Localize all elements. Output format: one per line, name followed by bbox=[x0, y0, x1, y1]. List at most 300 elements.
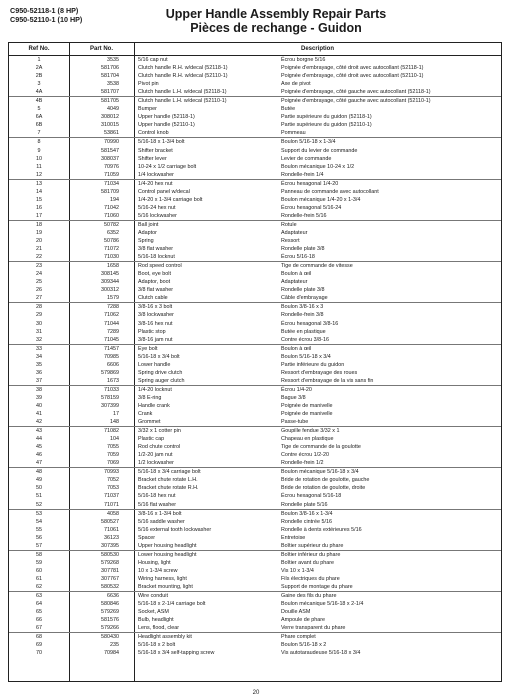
ref-cell: 59 bbox=[36, 559, 42, 566]
ref-cell: 54 bbox=[36, 518, 42, 525]
table-row bbox=[9, 459, 501, 467]
table-row bbox=[9, 56, 501, 64]
table-row bbox=[9, 129, 501, 137]
part-number-cell: 70990 bbox=[104, 139, 119, 146]
french-description-cell: Verre transparent du phare bbox=[281, 625, 346, 632]
ref-cell: 26 bbox=[36, 287, 42, 294]
table-row bbox=[9, 608, 501, 616]
ref-cell: 6B bbox=[35, 122, 43, 129]
table-row bbox=[9, 72, 501, 80]
part-number-cell: 1673 bbox=[107, 377, 119, 384]
ref-cell: 53 bbox=[36, 510, 42, 517]
table-row bbox=[9, 418, 501, 426]
french-description-cell: Boulon mécanique 10-24 x 1/2 bbox=[281, 163, 355, 170]
table-row bbox=[9, 451, 501, 459]
description-cell: 5/16 lockwasher bbox=[138, 212, 177, 219]
ref-cell: 8 bbox=[37, 139, 41, 146]
table-row bbox=[9, 468, 501, 476]
ref-cell: 2A bbox=[35, 65, 43, 72]
table-row bbox=[9, 88, 501, 96]
description-cell: 5/16-18 x 3/4 carriage bolt bbox=[138, 469, 201, 476]
table-row bbox=[9, 435, 501, 443]
ref-cell: 25 bbox=[36, 279, 42, 286]
part-number-cell: 71042 bbox=[104, 204, 119, 211]
ref-cell: 61 bbox=[36, 575, 42, 582]
french-description-cell: Boîtier inférieur du phare bbox=[281, 551, 341, 558]
model-8hp: C950-52118-1 (8 HP) bbox=[10, 6, 79, 15]
table-row bbox=[9, 386, 501, 394]
table-row bbox=[9, 361, 501, 369]
ref-cell: 19 bbox=[36, 229, 42, 236]
ref-cell: 63 bbox=[36, 593, 42, 600]
french-description-cell: Pommeau bbox=[281, 130, 306, 137]
french-description-cell: Boulon 5/16-18 x 3/4 bbox=[281, 353, 331, 360]
description-cell: Housing, light bbox=[138, 559, 171, 566]
part-number-cell: 70984 bbox=[104, 650, 119, 657]
ref-cell: 69 bbox=[36, 642, 42, 649]
description-cell: Grommet bbox=[138, 419, 161, 426]
page-title bbox=[0, 7, 512, 35]
description-cell: 3/8-16 x 1-3/4 bolt bbox=[138, 510, 182, 517]
french-description-cell: Écrou borgne 5/16 bbox=[281, 57, 326, 63]
ref-cell: 35 bbox=[36, 361, 42, 368]
description-cell: Bracket chute rotate R.H. bbox=[138, 485, 199, 492]
table-row bbox=[9, 270, 501, 278]
french-description-cell: Écrou hexagonal 3/8-16 bbox=[281, 320, 339, 327]
description-cell: 5/16 saddle washer bbox=[138, 518, 185, 525]
ref-cell: 67 bbox=[36, 625, 42, 632]
part-number-cell: 71037 bbox=[104, 493, 119, 500]
table-row bbox=[9, 427, 501, 435]
part-number-cell: 71059 bbox=[104, 171, 119, 178]
part-number-cell: 50786 bbox=[104, 238, 119, 245]
ref-cell: 57 bbox=[36, 542, 42, 549]
description-cell: 3/8-16 x 3 bolt bbox=[138, 304, 173, 311]
french-description-cell: Rondelle-frein 1/2 bbox=[281, 460, 324, 467]
part-number-cell: 307781 bbox=[101, 567, 119, 574]
french-description-cell: Écrou hexagonal 5/16-18 bbox=[281, 493, 342, 500]
ref-cell: 24 bbox=[36, 271, 42, 278]
table-row bbox=[9, 262, 501, 270]
french-description-cell: Levier de commande bbox=[281, 155, 332, 162]
ref-cell: 65 bbox=[36, 609, 42, 616]
table-row bbox=[9, 212, 501, 220]
french-description-cell: Butée bbox=[281, 106, 296, 113]
table-body bbox=[9, 56, 501, 657]
ref-cell: 18 bbox=[36, 221, 42, 228]
ref-cell: 7 bbox=[37, 130, 41, 137]
french-description-cell: Boulon 5/16-18 x 1-3/4 bbox=[281, 139, 336, 146]
part-number-cell: 6636 bbox=[107, 593, 119, 600]
part-number-cell: 7288 bbox=[107, 304, 119, 311]
description-cell: Ball joint bbox=[138, 221, 159, 228]
ref-cell: 11 bbox=[36, 163, 42, 170]
description-cell: 1/4 lockwasher bbox=[138, 171, 174, 178]
description-cell: 3/8 E-ring bbox=[138, 394, 162, 401]
ref-cell: 42 bbox=[36, 419, 42, 426]
part-number-cell: 71060 bbox=[104, 212, 119, 219]
table-row bbox=[9, 559, 501, 567]
ref-cell: 47 bbox=[36, 460, 42, 467]
description-cell: Upper housing headlight bbox=[138, 542, 197, 549]
table-row bbox=[9, 600, 501, 608]
table-row bbox=[9, 237, 501, 245]
part-number-cell: 70976 bbox=[104, 163, 119, 170]
table-row bbox=[9, 492, 501, 500]
part-number-cell: 307395 bbox=[101, 542, 119, 549]
french-description-cell: Écrou hexagonal 1/4-20 bbox=[281, 180, 339, 187]
part-number-cell: 7059 bbox=[107, 452, 119, 459]
ref-cell: 17 bbox=[36, 212, 42, 219]
french-description-cell: Bague 3/8 bbox=[281, 394, 306, 401]
table-row bbox=[9, 443, 501, 451]
french-description-cell: Partie supérieure du guidon (52110-1) bbox=[281, 122, 372, 129]
table-row bbox=[9, 649, 501, 657]
description-cell: 1/2 lockwasher bbox=[138, 460, 174, 467]
part-number-cell: 309344 bbox=[101, 279, 119, 286]
table-row bbox=[9, 278, 501, 286]
part-number-cell: 7289 bbox=[107, 328, 119, 335]
description-cell: Clutch handle L.H. w/decal (52110-1) bbox=[138, 98, 227, 105]
ref-cell: 9 bbox=[37, 147, 41, 154]
french-description-cell: Rondelle plate 3/8 bbox=[281, 287, 325, 294]
ref-cell: 3 bbox=[37, 81, 41, 88]
ref-cell: 44 bbox=[36, 436, 42, 443]
table-row bbox=[9, 402, 501, 410]
table-row bbox=[9, 624, 501, 632]
description-cell: Adaptor, boot bbox=[138, 279, 171, 286]
table-row bbox=[9, 155, 501, 163]
ref-cell: 50 bbox=[36, 485, 42, 492]
ref-cell: 41 bbox=[36, 411, 42, 418]
table-row bbox=[9, 320, 501, 328]
french-description-cell: Phare complet bbox=[281, 634, 316, 641]
ref-cell: 66 bbox=[36, 617, 42, 624]
french-description-cell: Ampoule de phare bbox=[281, 617, 326, 624]
part-number-cell: 581707 bbox=[101, 89, 119, 96]
description-cell: 5/16-18 x 3/4 self-tapping screw bbox=[138, 650, 215, 657]
part-number-cell: 235 bbox=[110, 642, 119, 649]
ref-cell: 1 bbox=[37, 57, 41, 63]
part-number-cell: 580532 bbox=[101, 584, 119, 590]
ref-cell: 27 bbox=[36, 295, 42, 302]
table-row bbox=[9, 369, 501, 377]
french-description-cell: Boîtier avant du phare bbox=[281, 559, 335, 566]
ref-cell: 51 bbox=[36, 493, 42, 500]
description-cell: Crank bbox=[138, 411, 153, 418]
part-number-cell: 580527 bbox=[101, 518, 119, 525]
description-cell: Clutch cable bbox=[138, 295, 168, 302]
french-description-cell: Boulon mécanique 5/16-18 x 3/4 bbox=[281, 469, 359, 476]
french-description-cell: Adaptateur bbox=[281, 279, 308, 286]
description-cell: Shifter lever bbox=[138, 155, 167, 162]
table-row bbox=[9, 542, 501, 550]
description-cell: 5/16-24 hex nut bbox=[138, 204, 176, 211]
part-number-cell: 70985 bbox=[104, 353, 119, 360]
ref-cell: 23 bbox=[36, 263, 42, 270]
french-description-cell: Poignée d'embrayage, côté droit avec autocollant (52118-1) bbox=[281, 65, 424, 72]
part-number-cell: 17 bbox=[113, 411, 119, 418]
part-number-cell: 3538 bbox=[107, 81, 119, 88]
description-cell: Clutch handle R.H. w/decal (52110-1) bbox=[138, 73, 228, 80]
part-number-cell: 7069 bbox=[107, 460, 119, 467]
part-number-cell: 71033 bbox=[104, 386, 119, 393]
header-ref-no: Ref No. bbox=[28, 46, 50, 52]
ref-cell: 60 bbox=[36, 567, 42, 574]
description-cell: 5/16 flat washer bbox=[138, 501, 177, 508]
part-number-cell: 36123 bbox=[104, 534, 119, 541]
ref-cell: 4A bbox=[35, 89, 43, 96]
description-cell: Eye bolt bbox=[138, 345, 158, 352]
french-description-cell: Câble d'embrayage bbox=[281, 295, 328, 302]
table-row bbox=[9, 97, 501, 105]
table-row bbox=[9, 311, 501, 319]
part-number-cell: 71082 bbox=[104, 428, 119, 435]
ref-cell: 38 bbox=[36, 386, 42, 393]
part-number-cell: 7055 bbox=[107, 444, 119, 451]
part-number-cell: 71030 bbox=[104, 254, 119, 261]
description-cell: Upper handle (52110-1) bbox=[138, 122, 195, 129]
french-description-cell: Bride de rotation de goulotte, droite bbox=[281, 485, 366, 492]
table-row bbox=[9, 221, 501, 229]
ref-cell: 20 bbox=[36, 238, 42, 245]
french-description-cell: Écrou 5/16-18 bbox=[281, 254, 315, 261]
description-cell: 3/8 flat washer bbox=[138, 246, 174, 253]
table-row bbox=[9, 476, 501, 484]
part-number-cell: 1579 bbox=[107, 295, 119, 302]
table-row bbox=[9, 518, 501, 526]
part-number-cell: 6352 bbox=[107, 229, 119, 236]
part-number-cell: 307767 bbox=[101, 575, 119, 582]
part-number-cell: 579269 bbox=[101, 609, 119, 616]
table-row bbox=[9, 501, 501, 509]
part-number-cell: 308145 bbox=[101, 271, 119, 278]
french-description-cell: Ressort d'embrayage de la vis sans fin bbox=[281, 377, 374, 384]
part-number-cell: 4058 bbox=[107, 510, 119, 517]
french-description-cell: Rondelle plate 5/16 bbox=[281, 501, 328, 508]
part-number-cell: 580430 bbox=[101, 634, 119, 641]
part-number-cell: 71071 bbox=[104, 501, 119, 508]
ref-cell: 43 bbox=[36, 428, 42, 435]
part-number-cell: 194 bbox=[110, 196, 119, 203]
french-description-cell: Poignée de manivelle bbox=[281, 411, 333, 418]
model-10hp: C950-52110-1 (10 HP) bbox=[10, 15, 83, 24]
table-row bbox=[9, 551, 501, 559]
table-row bbox=[9, 641, 501, 649]
part-number-cell: 579869 bbox=[101, 369, 119, 376]
french-description-cell: Douille ASM bbox=[281, 609, 311, 616]
french-description-cell: Boulon mécanique 1/4-20 x 1-3/4 bbox=[281, 196, 361, 203]
french-description-cell: Support du levier de commande bbox=[281, 147, 358, 154]
part-number-cell: 579268 bbox=[101, 559, 119, 566]
description-cell: Boot, eye bolt bbox=[138, 271, 171, 278]
part-number-cell: 581709 bbox=[101, 188, 119, 195]
table-row bbox=[9, 204, 501, 212]
description-cell: 10-24 x 1/2 carriage bolt bbox=[138, 163, 197, 170]
description-cell: Control panel w/decal bbox=[138, 188, 190, 195]
ref-cell: 30 bbox=[36, 320, 42, 327]
table-row bbox=[9, 575, 501, 583]
description-cell: Spring auger clutch bbox=[138, 377, 185, 384]
description-cell: 10 x 1-3/4 screw bbox=[138, 567, 178, 574]
french-description-cell: Écrou 1/4-20 bbox=[281, 386, 312, 393]
table-row bbox=[9, 147, 501, 155]
table-row bbox=[9, 484, 501, 492]
part-number-cell: 308037 bbox=[101, 155, 119, 162]
table-row bbox=[9, 105, 501, 113]
header-description: Description bbox=[300, 46, 334, 52]
french-description-cell: Vis autotaraudeuse 5/16-18 x 3/4 bbox=[281, 650, 361, 657]
ref-cell: 64 bbox=[36, 601, 42, 608]
ref-cell: 15 bbox=[36, 196, 42, 203]
description-cell: 3/32 x 1 cotter pin bbox=[138, 428, 181, 435]
description-cell: Headlight assembly kit bbox=[138, 634, 192, 641]
part-number-cell: 581706 bbox=[101, 65, 119, 72]
french-description-cell: Support de montage du phare bbox=[281, 584, 353, 590]
french-description-cell: Boulon 5/16-18 x 2 bbox=[281, 642, 327, 649]
part-number-cell: 7053 bbox=[107, 485, 119, 492]
table-row bbox=[9, 121, 501, 129]
header-part-no: Part No. bbox=[89, 46, 113, 52]
part-number-cell: 581547 bbox=[101, 147, 119, 154]
ref-cell: 33 bbox=[36, 345, 42, 352]
description-cell: Plastic stop bbox=[138, 328, 166, 335]
table-row bbox=[9, 616, 501, 624]
description-cell: 5/16-18 locknut bbox=[138, 254, 175, 261]
ref-cell: 36 bbox=[36, 369, 42, 376]
ref-cell: 4B bbox=[35, 98, 43, 105]
description-cell: Rod chute control bbox=[138, 444, 181, 451]
table-row bbox=[9, 196, 501, 204]
part-number-cell: 578159 bbox=[101, 394, 119, 401]
french-description-cell: Tige de commande de la goulotte bbox=[281, 444, 361, 451]
description-cell: 5/16-18 x 3/4 bolt bbox=[138, 353, 180, 360]
french-description-cell: Poignée d'embrayage, côté gauche avec autocollant (52110-1) bbox=[281, 98, 431, 105]
table-row bbox=[9, 394, 501, 402]
table-row bbox=[9, 64, 501, 72]
french-description-cell: Panneau de commande avec autocollant bbox=[281, 188, 379, 195]
ref-cell: 70 bbox=[36, 650, 42, 657]
part-number-cell: 148 bbox=[110, 419, 119, 426]
ref-cell: 10 bbox=[36, 155, 42, 162]
description-cell: 5/16-18 x 2 bolt bbox=[138, 642, 176, 649]
ref-cell: 46 bbox=[36, 452, 42, 459]
french-description-cell: Rondelle plate 3/8 bbox=[281, 246, 325, 253]
description-cell: 5/16-18 x 1-3/4 bolt bbox=[138, 139, 185, 146]
ref-cell: 40 bbox=[36, 402, 42, 409]
part-number-cell: 70993 bbox=[104, 469, 119, 476]
ref-cell: 13 bbox=[36, 180, 42, 187]
table-row bbox=[9, 180, 501, 188]
french-description-cell: Rondelle-frein 1/4 bbox=[281, 171, 324, 178]
part-number-cell: 581704 bbox=[101, 73, 119, 80]
ref-cell: 62 bbox=[36, 584, 42, 590]
part-number-cell: 71045 bbox=[104, 336, 119, 343]
table-row bbox=[9, 229, 501, 237]
description-cell: Spring drive clutch bbox=[138, 369, 183, 376]
description-cell: 5/16 external tooth lockwasher bbox=[138, 526, 212, 533]
ref-cell: 48 bbox=[36, 469, 42, 476]
description-cell: 1/4-20 x 1-3/4 carriage bolt bbox=[138, 196, 203, 203]
table-row bbox=[9, 163, 501, 171]
part-number-cell: 580846 bbox=[101, 601, 119, 608]
page-number: 20 bbox=[252, 690, 260, 696]
french-description-cell: Boulon à œil bbox=[281, 345, 312, 352]
part-number-cell: 4049 bbox=[107, 106, 119, 113]
description-cell: Spring bbox=[138, 238, 154, 245]
table-row bbox=[9, 294, 501, 302]
table-row bbox=[9, 510, 501, 518]
description-cell: Lens, flood, clear bbox=[138, 625, 180, 632]
description-cell: Wire conduit bbox=[138, 593, 168, 600]
part-number-cell: 580530 bbox=[101, 551, 119, 558]
french-description-cell: Vis 10 x 1-3/4 bbox=[281, 567, 314, 574]
part-number-cell: 310015 bbox=[101, 122, 119, 129]
french-description-cell: Boîtier supérieur du phare bbox=[281, 542, 344, 549]
part-number-cell: 71044 bbox=[104, 320, 119, 327]
table-row bbox=[9, 345, 501, 353]
description-cell: Bracket chute rotate L.H. bbox=[138, 477, 198, 484]
description-cell: Spacer bbox=[138, 534, 156, 541]
part-number-cell: 53861 bbox=[104, 130, 119, 137]
ref-cell: 34 bbox=[36, 353, 42, 360]
french-description-cell: Goupille fendue 3/32 x 1 bbox=[281, 428, 340, 435]
table-row bbox=[9, 592, 501, 600]
french-description-cell: Poignée d'embrayage, côté droit avec autocollant (52110-1) bbox=[281, 73, 424, 80]
description-cell: 3/8-16 hex nut bbox=[138, 320, 173, 327]
description-cell: 1/4-20 hex nut bbox=[138, 180, 173, 187]
description-cell: Adaptor bbox=[138, 229, 157, 236]
part-number-cell: 71062 bbox=[104, 312, 119, 319]
part-number-cell: 307399 bbox=[101, 402, 119, 409]
part-number-cell: 71457 bbox=[104, 345, 119, 352]
table-row bbox=[9, 567, 501, 575]
part-number-cell: 300312 bbox=[101, 287, 119, 294]
part-number-cell: 581705 bbox=[101, 98, 119, 105]
part-number-cell: 1658 bbox=[107, 263, 119, 270]
description-cell: Pivot pin bbox=[138, 81, 159, 88]
table-row bbox=[9, 188, 501, 196]
french-description-cell: Tige de commande de vitesse bbox=[281, 263, 353, 270]
title-french: Pièces de rechange - Guidon bbox=[190, 21, 362, 35]
table-row bbox=[9, 253, 501, 261]
table-row bbox=[9, 303, 501, 311]
part-number-cell: 104 bbox=[110, 436, 119, 443]
description-cell: 1/4-20 locknut bbox=[138, 386, 172, 393]
french-description-cell: Rondelle à dents extérieures 5/16 bbox=[281, 526, 362, 533]
french-description-cell: Ressort d'embrayage des roues bbox=[281, 369, 358, 376]
description-cell: Lower handle bbox=[138, 361, 171, 368]
french-description-cell: Boulon 3/8-16 x 1-3/4 bbox=[281, 510, 333, 517]
ref-cell: 49 bbox=[36, 477, 42, 484]
ref-cell: 56 bbox=[36, 534, 42, 541]
ref-cell: 21 bbox=[36, 246, 42, 253]
description-cell: 1/2-20 jam nut bbox=[138, 452, 173, 459]
french-description-cell: Rondelle-frein 5/16 bbox=[281, 212, 327, 219]
ref-cell: 52 bbox=[36, 501, 42, 508]
ref-cell: 2B bbox=[35, 73, 43, 80]
description-cell: 3/8 flat washer bbox=[138, 287, 174, 294]
table-row bbox=[9, 171, 501, 179]
title-english: Upper Handle Assembly Repair Parts bbox=[165, 7, 387, 21]
description-cell: Plastic cap bbox=[138, 436, 165, 443]
french-description-cell: Gaine des fils du phare bbox=[281, 593, 337, 600]
description-cell: Bracket mounting, light bbox=[138, 584, 193, 590]
part-number-cell: 7052 bbox=[107, 477, 119, 484]
description-cell: Shifter bracket bbox=[138, 147, 173, 154]
french-description-cell: Bride de rotation de goulotte, gauche bbox=[281, 477, 370, 484]
table-row bbox=[9, 138, 501, 146]
